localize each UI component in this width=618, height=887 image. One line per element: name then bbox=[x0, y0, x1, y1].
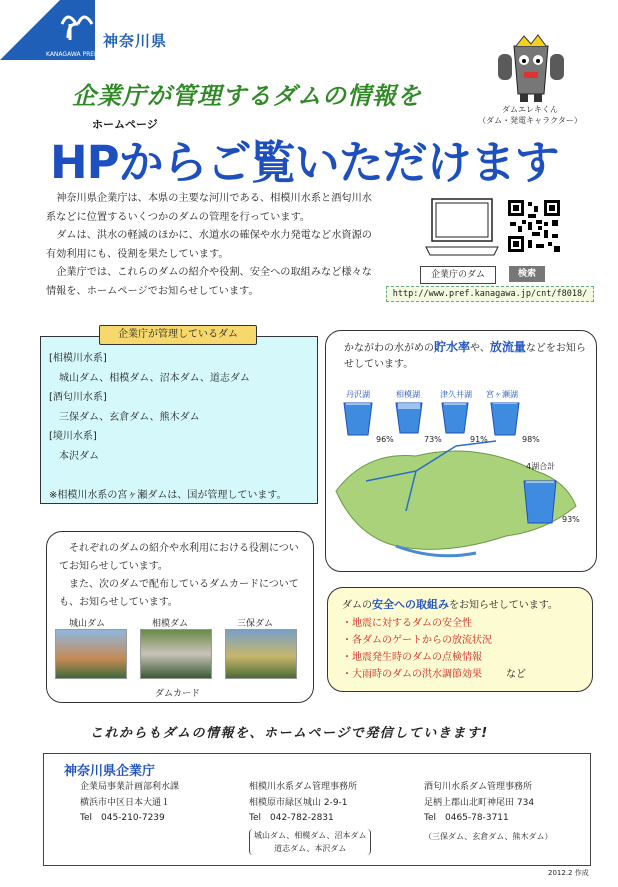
total-label: 4湖合計 bbox=[526, 462, 556, 471]
mascot-name: ダムエレキくん bbox=[502, 105, 558, 114]
homepage-url: http://www.pref.kanagawa.jp/cnt/f8018/ bbox=[386, 286, 594, 302]
dam-card-image bbox=[140, 629, 212, 679]
pref-logo bbox=[0, 0, 100, 60]
lake-name: 津久井湖 bbox=[440, 390, 472, 399]
lake-pct: 73% bbox=[424, 435, 442, 444]
dam-list-line: [相模川水系] bbox=[49, 353, 107, 364]
storage-rate-box bbox=[325, 330, 597, 572]
footer-org: 神奈川県企業庁 bbox=[64, 764, 156, 779]
dam-card-image bbox=[225, 629, 297, 679]
search-query-box: 企業庁のダム bbox=[420, 266, 496, 284]
pref-name: 神奈川県 bbox=[103, 32, 168, 50]
contact-footer bbox=[43, 753, 591, 866]
managed-dams-box bbox=[40, 329, 318, 504]
created-date: 2012.2 作成 bbox=[548, 869, 589, 877]
intro-p3: 企業庁では、これらのダムの紹介や役割、安全への取組みなど様々な情報を、ホームページでお知らせしています。 bbox=[46, 267, 372, 297]
search-button: 検索 bbox=[509, 266, 545, 282]
managed-dams-tag: 企業庁が管理しているダム bbox=[99, 325, 257, 345]
safety-item: ・地震発生時のダムの点検情報 bbox=[342, 652, 482, 663]
dam-card-image bbox=[55, 629, 127, 679]
intro-p2: ダムは、洪水の軽減のほかに、水道水の確保や水力発電など水資源の有効利用にも、役割を果たしています。 bbox=[46, 230, 372, 260]
safety-item: ・大雨時のダムの洪水調節効果 など bbox=[342, 669, 526, 680]
managed-dams-list bbox=[49, 349, 287, 505]
safety-etc: など bbox=[506, 669, 526, 680]
dam-card-caption: ダムカード bbox=[155, 689, 201, 699]
logo-text: KANAGAWA PREF bbox=[46, 51, 98, 58]
dam-list-line: 本沢ダム bbox=[49, 450, 99, 462]
lake-name: 宮ヶ瀬湖 bbox=[486, 390, 518, 399]
dam-list-line: 三保ダム、玄倉ダム、熊木ダム bbox=[49, 411, 200, 423]
card-label: 相模ダム bbox=[152, 619, 189, 629]
mascot-caption bbox=[470, 104, 590, 126]
dam-list-line bbox=[49, 466, 287, 486]
dam-card-box bbox=[46, 531, 314, 703]
qr-code-icon bbox=[508, 200, 560, 252]
mascot-image bbox=[486, 32, 576, 106]
lake-name: 丹沢湖 bbox=[346, 390, 370, 399]
dam-list-line: [境川水系] bbox=[49, 431, 97, 442]
headline: 企業庁が管理するダムの情報を bbox=[72, 82, 422, 110]
dam-list-line: 城山ダム、相模ダム、沼本ダム、道志ダム bbox=[49, 372, 250, 384]
dam-card-p1: それぞれのダムの紹介や水利用における役割についてお知らせしています。 bbox=[59, 543, 299, 572]
safety-list bbox=[342, 615, 526, 683]
slogan: これからもダムの情報を、ホームページで発信していきます! bbox=[90, 726, 489, 741]
footer-col-3: 酒匂川水系ダム管理事務所 足柄上郡山北町神尾田 734 Tel 0465-78-3711 （三保ダム、玄倉ダム、熊木ダム） bbox=[424, 782, 553, 841]
safety-item: ・各ダムのゲートからの放流状況 bbox=[342, 635, 492, 646]
intro-text bbox=[46, 190, 376, 301]
dam-list-note: ※相模川水系の宮ヶ瀬ダムは、国が管理しています。 bbox=[49, 489, 287, 501]
footer-col-2: 相模川水系ダム管理事務所 相模原市緑区城山 2-9-1 Tel 042-782-2831 城山ダム、相模ダム、沼本ダム 道志ダム、本沢ダム bbox=[249, 780, 371, 855]
lake-name: 相模湖 bbox=[396, 390, 420, 399]
lake-pct: 91% bbox=[470, 435, 488, 444]
homepage-ruby: ホームページ bbox=[92, 118, 158, 131]
mascot-desc: （ダム・発電キャラクター） bbox=[478, 116, 582, 125]
laptop-icon bbox=[424, 197, 500, 257]
card-label: 城山ダム bbox=[69, 619, 106, 629]
total-pct: 93% bbox=[562, 515, 580, 524]
safety-highlight: 安全への取組み bbox=[372, 598, 449, 611]
footer-col2-dams: 城山ダム、相模ダム、沼本ダム 道志ダム、本沢ダム bbox=[249, 829, 371, 855]
lake-pct: 98% bbox=[522, 435, 540, 444]
card-label: 三保ダム bbox=[237, 619, 274, 629]
lake-pct: 96% bbox=[376, 435, 394, 444]
intro-p1: 神奈川県企業庁は、本県の主要な河川である、相模川水系と酒匂川水系などに位置するいくつかのダムの管理を行っています。 bbox=[46, 193, 372, 223]
footer-col-1: 企業局事業計画部利水課 横浜市中区日本大通１ Tel 045-210-7239 bbox=[80, 782, 180, 823]
storage-caption: かながわの水がめの貯水率や、放流量などをお知らせしています。 bbox=[344, 340, 586, 370]
safety-box bbox=[327, 587, 593, 692]
safety-item: ・地震に対するダムの安全性 bbox=[342, 618, 472, 629]
dam-list-line: [酒匂川水系] bbox=[49, 392, 107, 403]
dam-card-text bbox=[59, 540, 307, 612]
storage-map bbox=[326, 331, 596, 571]
storage-rate-highlight: 貯水率 bbox=[434, 340, 471, 354]
discharge-highlight: 放流量 bbox=[489, 340, 526, 354]
page-title: HPからご覧いただけます bbox=[50, 136, 559, 189]
safety-title: ダムの安全への取組みをお知らせしています。 bbox=[342, 598, 558, 611]
dam-card-p2: また、次のダムで配布しているダムカードについても、お知らせしています。 bbox=[59, 579, 299, 608]
